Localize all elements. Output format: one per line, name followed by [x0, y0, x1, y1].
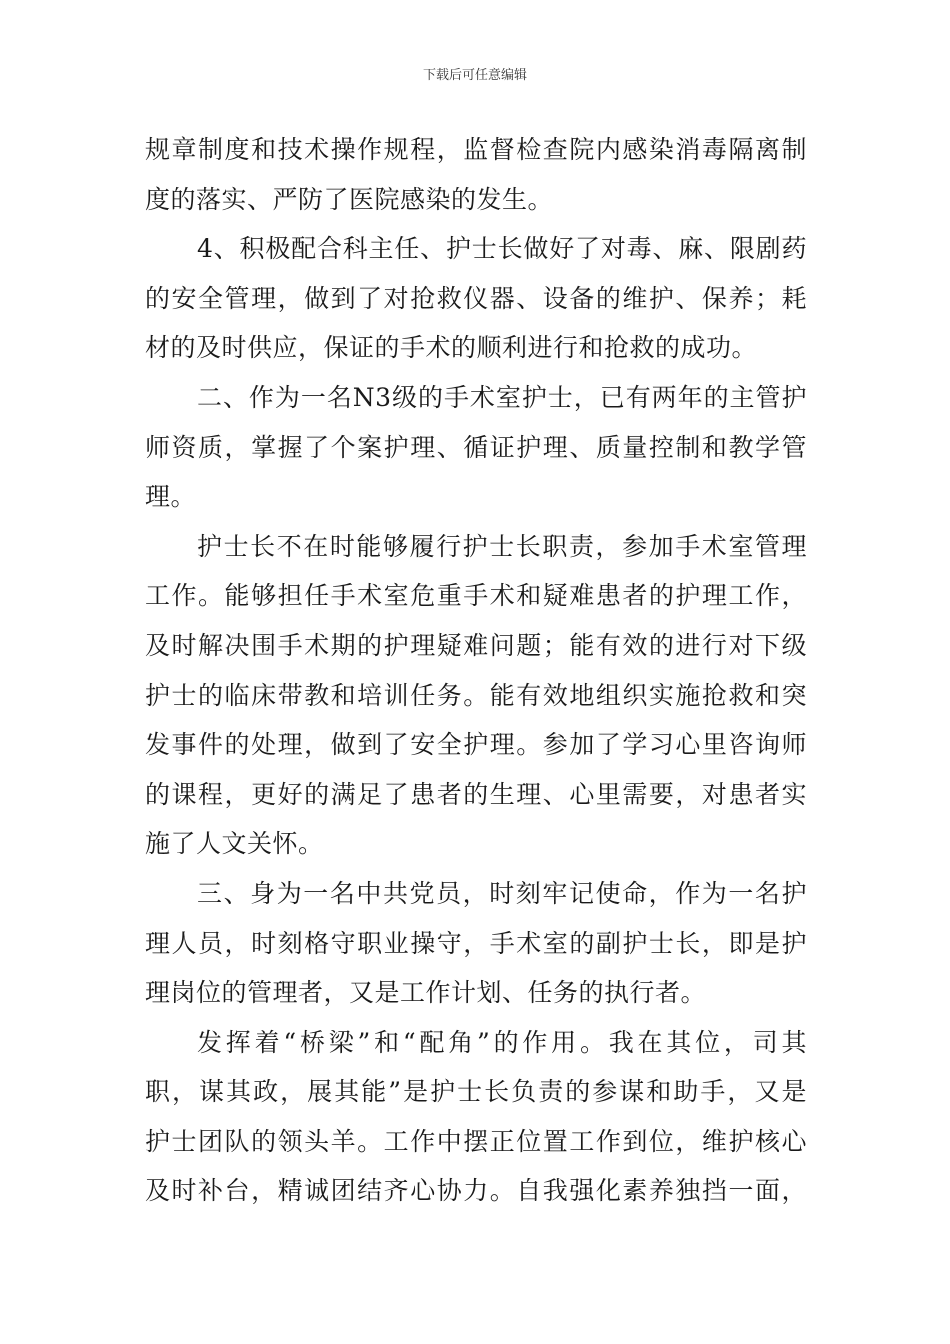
text-line: 的课程，更好的满足了患者的生理、心里需要，对患者实: [145, 779, 807, 809]
text-line: 施了人文关怀。: [145, 829, 324, 859]
text-line: 职，谋其政，展其能”是护士长负责的参谋和助手，又是: [145, 1077, 807, 1107]
text-line: 及时解决围手术期的护理疑难问题；能有效的进行对下级: [145, 630, 807, 660]
text-line: 度的落实、严防了医院感染的发生。: [145, 184, 554, 214]
paragraph-first-line: 护士长不在时能够履行护士长职责，参加手术室管理: [197, 531, 807, 561]
document-body: [145, 125, 807, 1216]
page-header: 下载后可任意编辑: [422, 68, 527, 83]
text-line: 及时补台，精诚团结齐心协力。自我强化素养独挡一面，: [145, 1176, 807, 1206]
text-line: 理人员，时刻格守职业操守，手术室的副护士长，即是护: [145, 928, 807, 958]
text-line: 师资质，掌握了个案护理、循证护理、质量控制和教学管: [145, 432, 807, 462]
text-line: 规章制度和技术操作规程，监督检查院内感染消毒隔离制: [145, 135, 807, 164]
paragraph-first-line: 4、积极配合科主任、护士长做好了对毒、麻、限剧药: [197, 234, 807, 264]
text-line: 发事件的处理，做到了安全护理。参加了学习心里咨询师: [145, 730, 807, 760]
paragraph-first-line: 二、作为一名N3级的手术室护士，已有两年的主管护: [197, 382, 807, 412]
paragraph-first-line: 三、身为一名中共党员，时刻牢记使命，作为一名护: [197, 878, 807, 908]
text-line: 护士团队的领头羊。工作中摆正位置工作到位，维护核心: [145, 1126, 807, 1156]
text-line: 理岗位的管理者，又是工作计划、任务的执行者。: [145, 978, 707, 1008]
paragraph-first-line: 发挥着“桥梁”和“配角”的作用。我在其位，司其: [197, 1027, 807, 1057]
text-line: 护士的临床带教和培训任务。能有效地组织实施抢救和突: [145, 680, 807, 710]
text-line: 的安全管理，做到了对抢救仪器、设备的维护、保养；耗: [145, 283, 807, 313]
text-line: 材的及时供应，保证的手术的顺利进行和抢救的成功。: [145, 333, 758, 363]
text-line: 工作。能够担任手术室危重手术和疑难患者的护理工作，: [145, 581, 807, 611]
text-line: 理。: [145, 482, 197, 512]
